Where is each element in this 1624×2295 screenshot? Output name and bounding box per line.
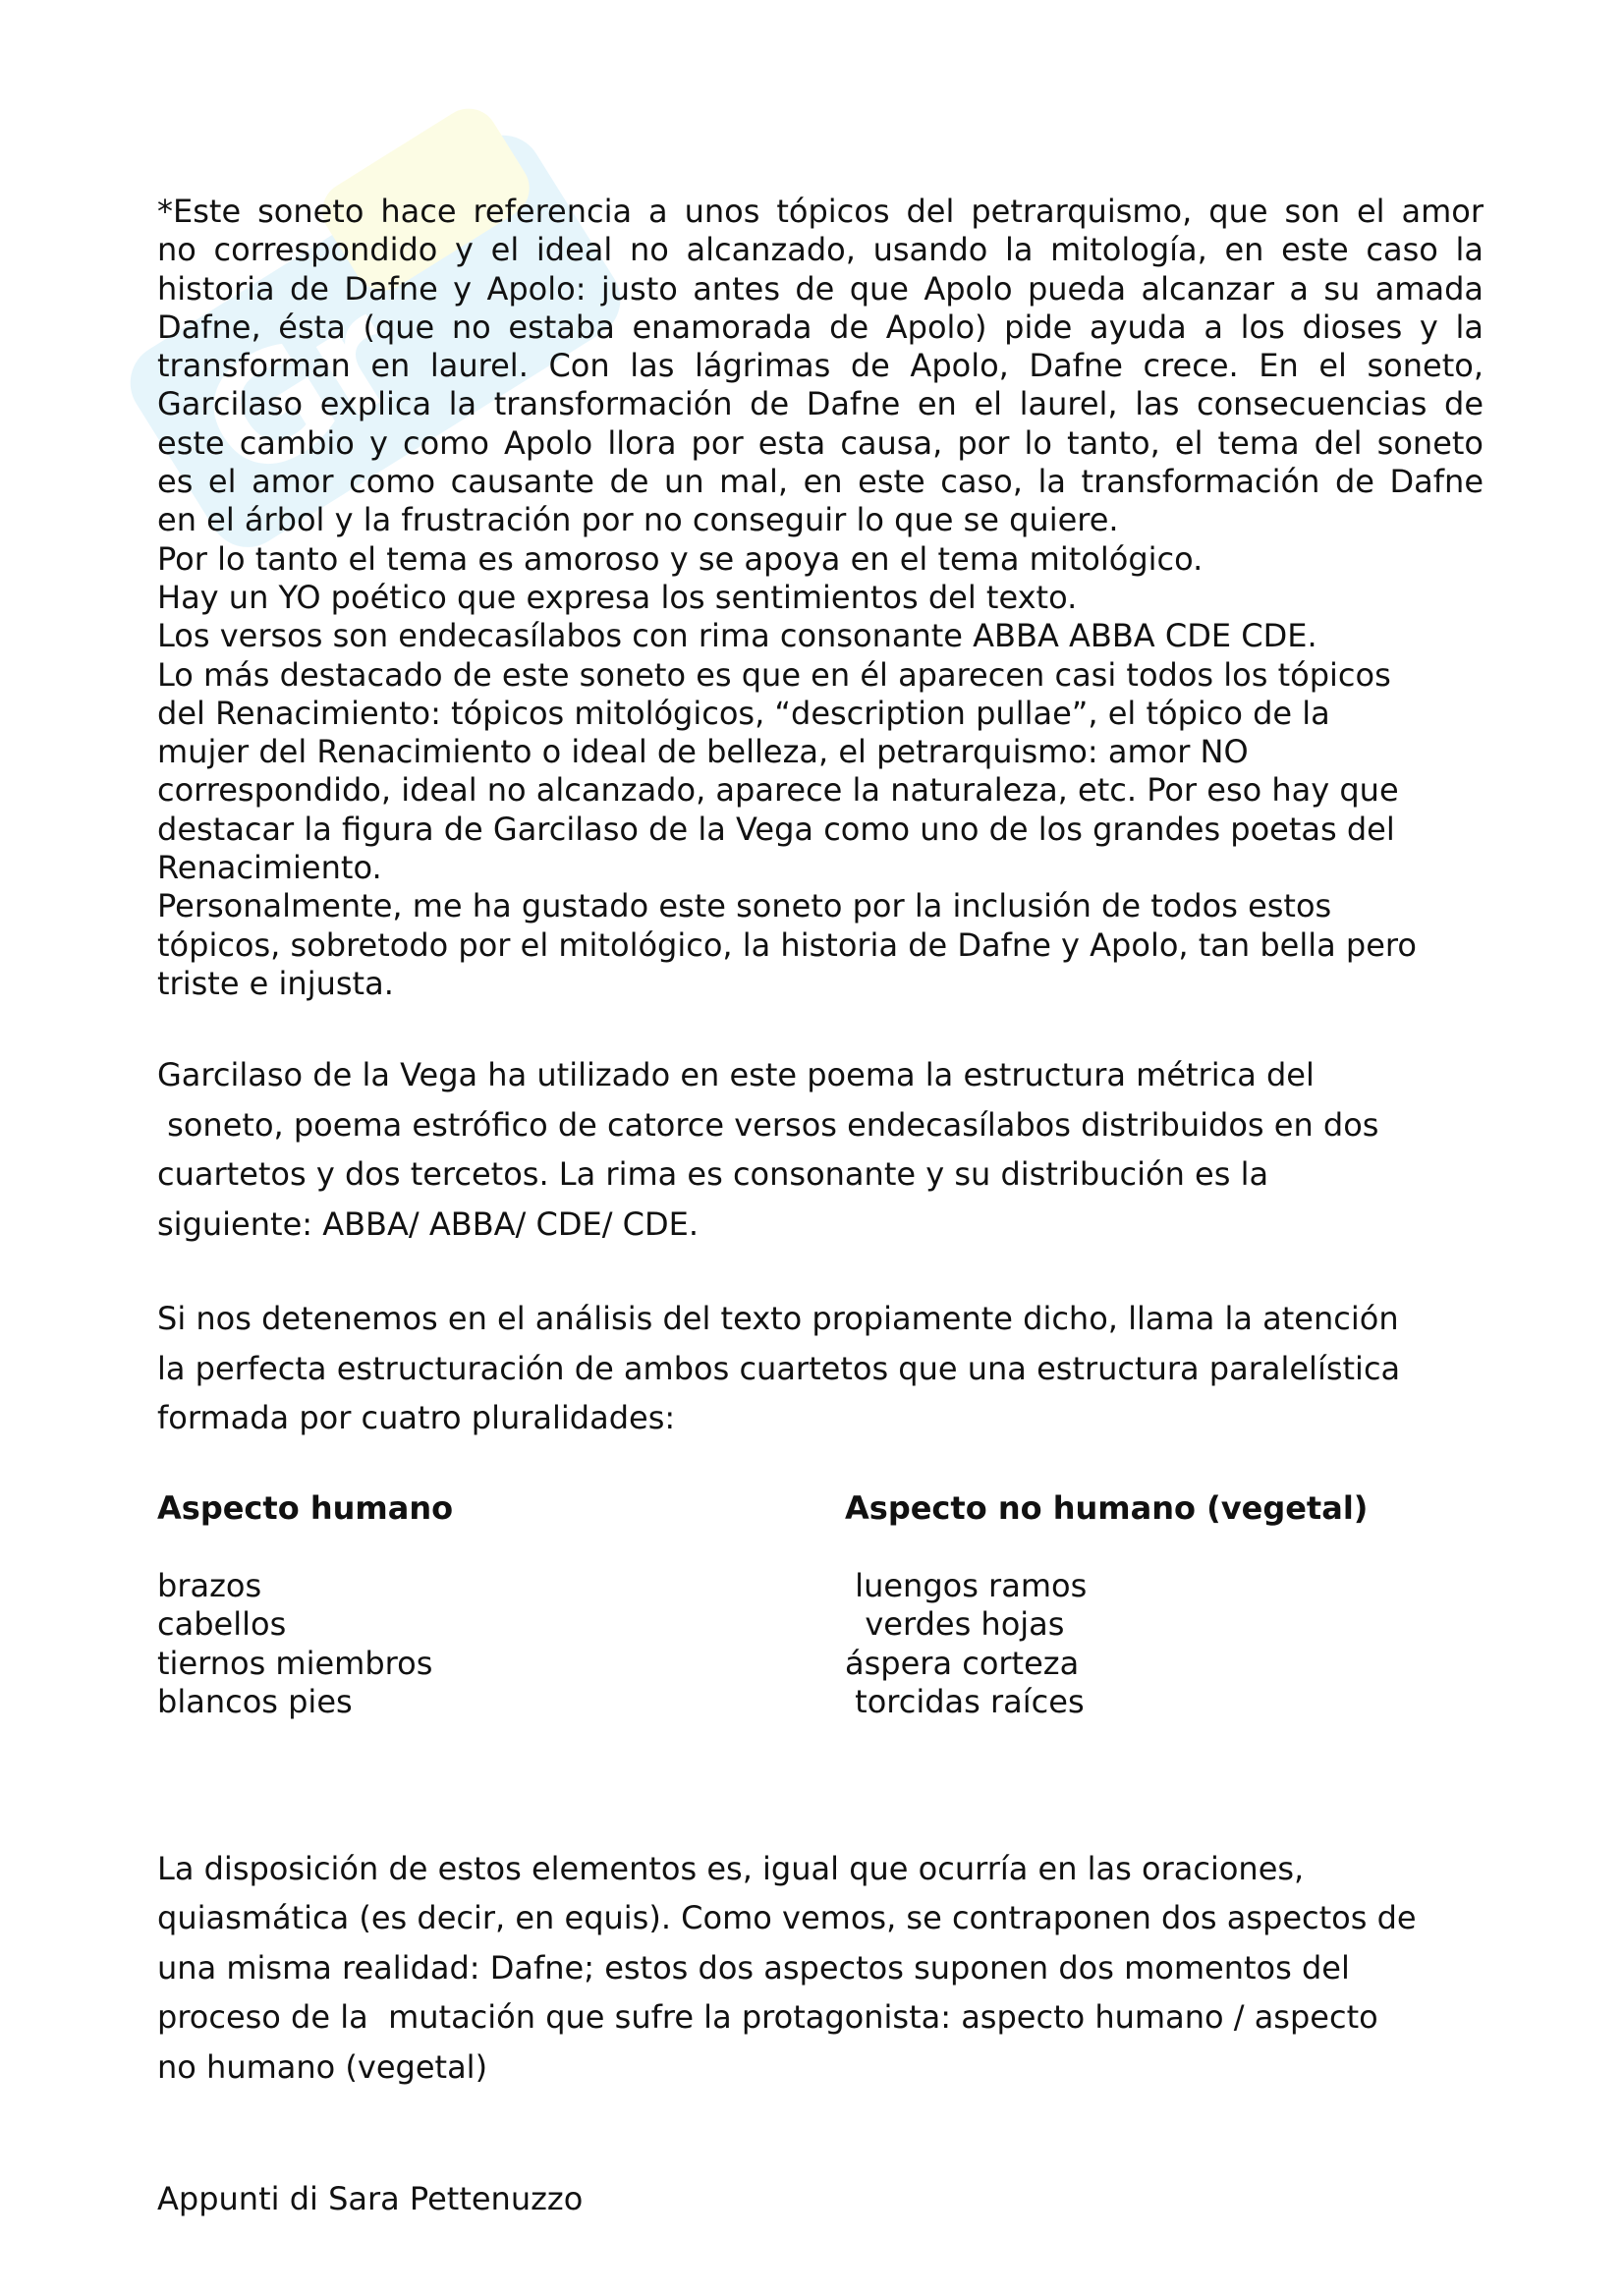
document-body	[157, 193, 1484, 2092]
text-line: soneto, poema estrófico de catorce versos endecasílabos distribuidos en dos	[157, 1105, 1379, 1144]
text-line: tópicos, sobretodo por el mitológico, la historia de Dafne y Apolo, tan bella pero	[157, 925, 1417, 964]
list-item: cabellos	[157, 1605, 287, 1644]
text-line: no correspondido y el ideal no alcanzado, usando la mitología, en este caso la	[157, 231, 1484, 269]
disposition-paragraph	[157, 1844, 1484, 2093]
vegetal-column	[845, 1488, 1368, 1722]
text-line: del Renacimiento: tópicos mitológicos, “description pullae”, el tópico de la	[157, 694, 1330, 732]
text-line: Garcilaso explica la transformación de Dafne en el laurel, las consecuencias de	[157, 385, 1484, 423]
text-line: Si nos detenemos en el análisis del texto propiamente dicho, llama la atención	[157, 1300, 1399, 1338]
text-line: transforman en laurel. Con las lágrimas de Apolo, Dafne crece. En el soneto,	[157, 347, 1484, 385]
text-line: formada por cuatro pluralidades:	[157, 1399, 676, 1437]
footer-credit: Appunti di Sara Pettenuzzo	[157, 2180, 584, 2217]
text-line: este cambio y como Apolo llora por esta causa, por lo tanto, el tema del soneto	[157, 423, 1484, 462]
text-line: *Este soneto hace referencia a unos tópicos del petrarquismo, que son el amor	[157, 193, 1484, 230]
vegetal-heading: Aspecto no humano (vegetal)	[845, 1488, 1369, 1527]
text-line: La disposición de estos elementos es, igual que ocurría en las oraciones,	[157, 1849, 1305, 1887]
text-line: destacar la figura de Garcilaso de la Vega como uno de los grandes poetas del	[157, 810, 1395, 848]
human-column	[157, 1488, 453, 1722]
list-item: torcidas raíces	[845, 1683, 1085, 1721]
text-line: Renacimiento.	[157, 849, 382, 887]
text-line: Lo más destacado de este soneto es que en él aparecen casi todos los tópicos	[157, 655, 1391, 694]
svg-text:Gr: Gr	[173, 268, 429, 517]
text-line: proceso de la mutación que sufre la protagonista: aspecto humano / aspecto	[157, 1998, 1378, 2037]
analysis-paragraph	[157, 193, 1484, 1003]
metrics-paragraph	[157, 1050, 1484, 1249]
text-line: triste e injusta.	[157, 964, 394, 1002]
list-item: brazos	[157, 1566, 262, 1604]
list-item: áspera corteza	[845, 1644, 1080, 1682]
text-line: cuartetos y dos tercetos. La rima es consonante y su distribución es la	[157, 1155, 1269, 1194]
text-line: es el amor como causante de un mal, en este caso, la transformación de Dafne	[157, 463, 1484, 501]
list-item: tiernos miembros	[157, 1644, 433, 1682]
text-line: Por lo tanto el tema es amoroso y se apoya en el tema mitológico.	[157, 539, 1204, 578]
text-line: no humano (vegetal)	[157, 2047, 488, 2086]
text-line: en el árbol y la frustración por no conseguir lo que se quiere.	[157, 501, 1119, 539]
human-heading: Aspecto humano	[157, 1488, 454, 1527]
text-line: historia de Dafne y Apolo: justo antes de que Apolo pueda alcanzar a su amada	[157, 269, 1484, 308]
list-item: blancos pies	[157, 1683, 353, 1721]
text-line: Garcilaso de la Vega ha utilizado en este poema la estructura métrica del	[157, 1056, 1315, 1094]
structure-paragraph	[157, 1294, 1484, 1443]
text-line: Dafne, ésta (que no estaba enamorada de Apolo) pide ayuda a los dioses y la	[157, 308, 1484, 346]
comparison-table	[157, 1488, 1484, 1744]
list-item: verdes hojas	[845, 1605, 1065, 1644]
text-line: la perfecta estructuración de ambos cuartetos que una estructura paralelística	[157, 1349, 1401, 1387]
text-line: correspondido, ideal no alcanzado, aparece la naturaleza, etc. Por eso hay que	[157, 771, 1399, 810]
text-line: mujer del Renacimiento o ideal de belleza, el petrarquismo: amor NO	[157, 733, 1249, 771]
text-line: Personalmente, me ha gustado este soneto por la inclusión de todos estos	[157, 887, 1332, 925]
text-line: siguiente: ABBA/ ABBA/ CDE/ CDE.	[157, 1204, 700, 1243]
text-line: quiasmática (es decir, en equis). Como vemos, se contraponen dos aspectos de	[157, 1899, 1417, 1937]
text-line: Los versos son endecasílabos con rima consonante ABBA ABBA CDE CDE.	[157, 617, 1317, 655]
text-line: Hay un YO poético que expresa los sentimientos del texto.	[157, 578, 1078, 616]
text-line: una misma realidad: Dafne; estos dos aspectos suponen dos momentos del	[157, 1948, 1350, 1987]
list-item: luengos ramos	[845, 1566, 1088, 1604]
